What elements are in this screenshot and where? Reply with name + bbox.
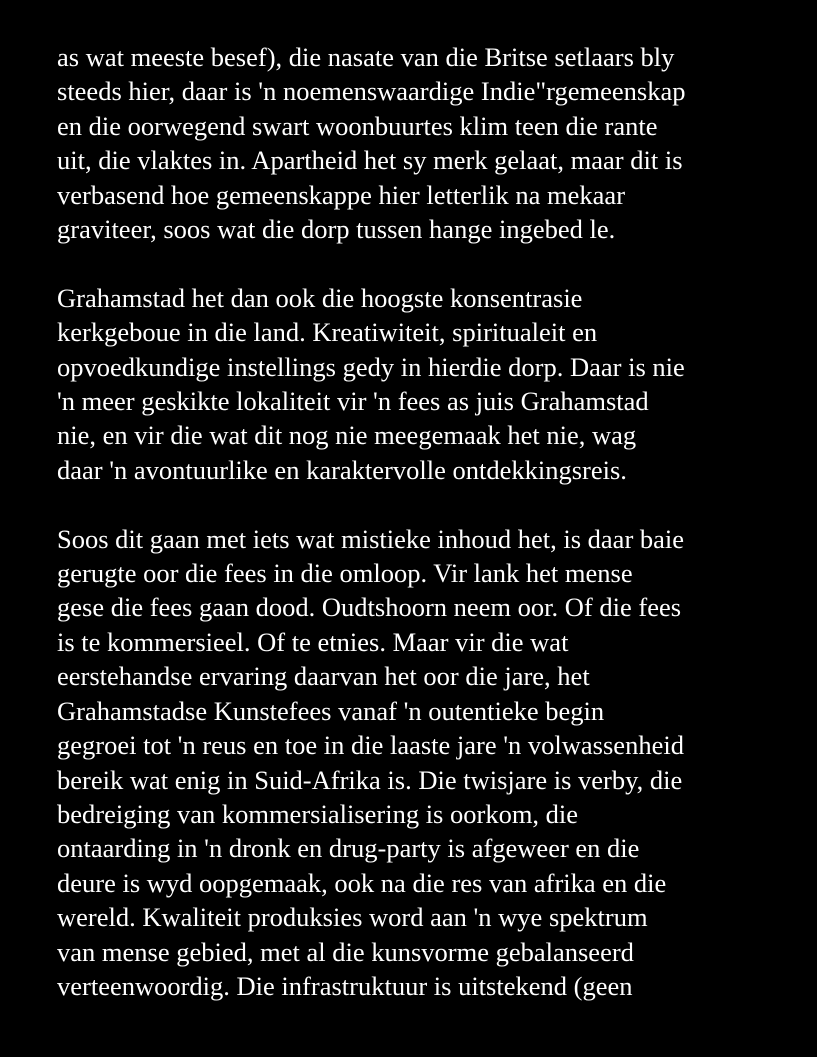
document-page: [57, 40, 797, 1003]
text-line: bereik wat enig in Suid-Afrika is. Die twisjare is verby, die: [57, 764, 683, 795]
text-line: bedreiging van kommersialisering is oorkom, die: [57, 798, 579, 829]
text-line: van mense gebied, met al die kunsvorme gebalanseerd: [57, 936, 634, 967]
text-line: verteenwoordig. Die infrastruktuur is uitstekend (geen: [57, 970, 633, 1001]
text-line: kerkgeboue in die land. Kreatiwiteit, spiritualeit en: [57, 317, 598, 348]
text-line: nie, en vir die wat dit nog nie meegemaak het nie, wag: [57, 420, 637, 451]
text-line: graviteer, soos wat die dorp tussen hange ingebed le.: [57, 214, 616, 245]
text-line: Grahamstadse Kunstefees vanaf 'n outentieke begin: [57, 695, 605, 726]
text-line: en die oorwegend swart woonbuurtes klim teen die rante: [57, 110, 658, 141]
text-line: gese die fees gaan dood. Oudtshoorn neem oor. Of die fees: [57, 592, 682, 623]
text-line: uit, die vlaktes in. Apartheid het sy merk gelaat, maar dit is: [57, 145, 683, 176]
text-line: steeds hier, daar is 'n noemenswaardige Indie"rgemeenskap: [57, 76, 686, 107]
text-line: opvoedkundige instellings gedy in hierdie dorp. Daar is nie: [57, 351, 685, 382]
text-line: Soos dit gaan met iets wat mistieke inhoud het, is daar baie: [57, 523, 685, 554]
text-line: gerugte oor die fees in die omloop. Vir lank het mense: [57, 558, 633, 589]
text-line: 'n meer geskikte lokaliteit vir 'n fees as juis Grahamstad: [57, 386, 649, 417]
paragraph-3: [57, 522, 797, 1004]
text-line: daar 'n avontuurlike en karaktervolle ontdekkingsreis.: [57, 454, 627, 485]
text-line: is te kommersieel. Of te etnies. Maar vir die wat: [57, 626, 569, 657]
text-line: verbasend hoe gemeenskappe hier letterlik na mekaar: [57, 179, 626, 210]
text-line: gegroei tot 'n reus en toe in die laaste jare 'n volwassenheid: [57, 730, 684, 761]
text-line: deure is wyd oopgemaak, ook na die res van afrika en die: [57, 867, 667, 898]
paragraph-1: [57, 40, 797, 246]
text-line: Grahamstad het dan ook die hoogste konsentrasie: [57, 282, 583, 313]
text-line: eerstehandse ervaring daarvan het oor die jare, het: [57, 661, 590, 692]
text-line: wereld. Kwaliteit produksies word aan 'n wye spektrum: [57, 902, 648, 933]
text-line: as wat meeste besef), die nasate van die Britse setlaars bly: [57, 42, 675, 72]
text-line: ontaarding in 'n dronk en drug-party is afgeweer en die: [57, 833, 640, 864]
paragraph-2: [57, 281, 797, 487]
